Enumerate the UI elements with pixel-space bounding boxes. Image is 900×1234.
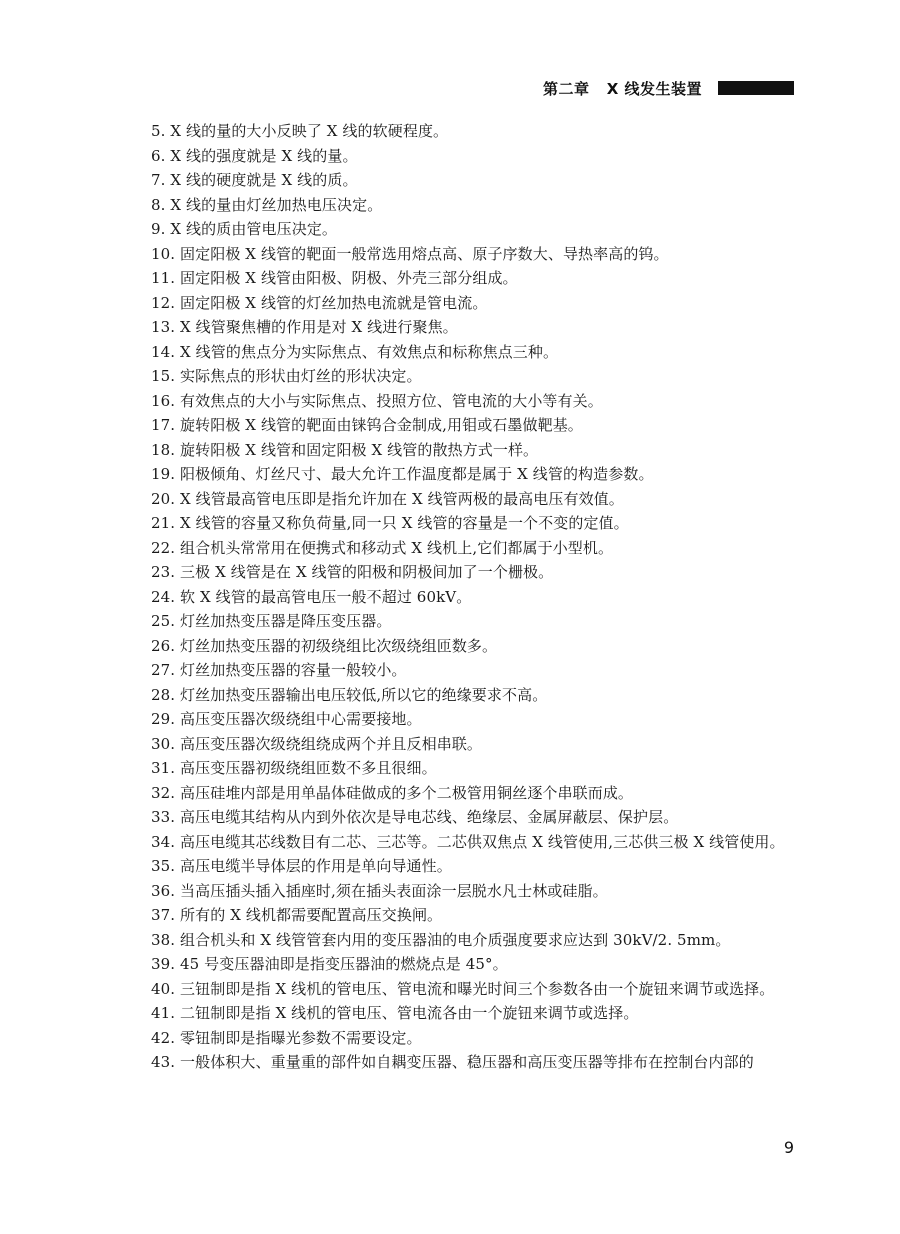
list-item: 30. 高压变压器次级绕组绕成两个并且反相串联。 bbox=[151, 734, 483, 753]
list-item: 16. 有效焦点的大小与实际焦点、投照方位、管电流的大小等有关。 bbox=[151, 391, 603, 410]
list-item: 10. 固定阳极 X 线管的靶面一般常选用熔点高、原子序数大、导热率高的钨。 bbox=[151, 244, 669, 263]
list-item: 36. 当高压插头插入插座时,须在插头表面涂一层脱水凡士林或硅脂。 bbox=[151, 881, 608, 900]
list-item: 41. 二钮制即是指 X 线机的管电压、管电流各由一个旋钮来调节或选择。 bbox=[151, 1004, 639, 1022]
chapter-label: 第二章 bbox=[543, 79, 590, 98]
list-item: 20. X 线管最高管电压即是指允许加在 X 线管两极的最高电压有效值。 bbox=[151, 489, 624, 508]
list-item: 40. 三钮制即是指 X 线机的管电压、管电流和曝光时间三个参数各由一个旋钮来调节或选择。 bbox=[151, 979, 775, 998]
header-decorative-bar bbox=[718, 81, 794, 95]
list-item: 7. X 线的硬度就是 X 线的质。 bbox=[151, 171, 358, 189]
list-item: 38. 组合机头和 X 线管管套内用的变压器油的电介质强度要求应达到 30kV/2. 5mm。 bbox=[151, 930, 731, 949]
list-item: 39. 45 号变压器油即是指变压器油的燃烧点是 45°。 bbox=[151, 955, 508, 973]
running-header bbox=[543, 78, 794, 98]
list-item: 26. 灯丝加热变压器的初级绕组比次级绕组匝数多。 bbox=[151, 636, 498, 655]
list-item: 25. 灯丝加热变压器是降压变压器。 bbox=[151, 612, 392, 630]
list-item: 21. X 线管的容量又称负荷量,同一只 X 线管的容量是一个不变的定值。 bbox=[151, 514, 629, 532]
list-item: 18. 旋转阳极 X 线管和固定阳极 X 线管的散热方式一样。 bbox=[151, 440, 539, 459]
page-number: 9 bbox=[783, 1138, 794, 1157]
list-item: 31. 高压变压器初级绕组匝数不多且很细。 bbox=[151, 759, 437, 777]
list-item: 19. 阳极倾角、灯丝尺寸、最大允许工作温度都是属于 X 线管的构造参数。 bbox=[151, 465, 654, 483]
list-item: 27. 灯丝加热变压器的容量一般较小。 bbox=[151, 661, 407, 679]
list-item: 32. 高压硅堆内部是用单晶体硅做成的多个二极管用铜丝逐个串联而成。 bbox=[151, 783, 634, 802]
list-item: 29. 高压变压器次级绕组中心需要接地。 bbox=[151, 710, 422, 728]
list-item: 13. X 线管聚焦槽的作用是对 X 线进行聚焦。 bbox=[151, 318, 458, 336]
list-item: 15. 实际焦点的形状由灯丝的形状决定。 bbox=[151, 367, 422, 385]
list-item: 42. 零钮制即是指曝光参数不需要设定。 bbox=[151, 1028, 422, 1047]
list-item: 5. X 线的量的大小反映了 X 线的软硬程度。 bbox=[151, 122, 449, 140]
list-item: 14. X 线管的焦点分为实际焦点、有效焦点和标称焦点三种。 bbox=[151, 342, 559, 361]
list-item: 37. 所有的 X 线机都需要配置高压交换闸。 bbox=[151, 906, 443, 924]
list-item: 6. X 线的强度就是 X 线的量。 bbox=[151, 146, 358, 165]
list-item: 28. 灯丝加热变压器输出电压较低,所以它的绝缘要求不高。 bbox=[151, 685, 548, 704]
list-item: 43. 一般体积大、重量重的部件如自耦变压器、稳压器和高压变压器等排布在控制台内部的 bbox=[151, 1053, 754, 1071]
list-item: 22. 组合机头常常用在便携式和移动式 X 线机上,它们都属于小型机。 bbox=[151, 538, 614, 557]
chapter-name: X 线发生装置 bbox=[606, 79, 702, 98]
list-item: 11. 固定阳极 X 线管由阳极、阴极、外壳三部分组成。 bbox=[151, 269, 518, 287]
chapter-title bbox=[543, 78, 702, 99]
list-item: 24. 软 X 线管的最高管电压一般不超过 60kV。 bbox=[151, 587, 472, 606]
list-item: 8. X 线的量由灯丝加热电压决定。 bbox=[151, 195, 383, 214]
list-item: 9. X 线的质由管电压决定。 bbox=[151, 220, 338, 238]
list-item: 17. 旋转阳极 X 线管的靶面由铼钨合金制成,用钼或石墨做靶基。 bbox=[151, 416, 583, 434]
question-list bbox=[122, 119, 794, 1075]
list-item: 12. 固定阳极 X 线管的灯丝加热电流就是管电流。 bbox=[151, 293, 488, 312]
list-item: 35. 高压电缆半导体层的作用是单向导通性。 bbox=[151, 857, 452, 875]
list-item: 23. 三极 X 线管是在 X 线管的阳极和阴极间加了一个栅极。 bbox=[151, 563, 554, 581]
list-item: 33. 高压电缆其结构从内到外依次是导电芯线、绝缘层、金属屏蔽层、保护层。 bbox=[151, 808, 679, 826]
list-item: 34. 高压电缆其芯线数目有二芯、三芯等。二芯供双焦点 X 线管使用,三芯供三极 X 线管使用。 bbox=[151, 832, 785, 851]
